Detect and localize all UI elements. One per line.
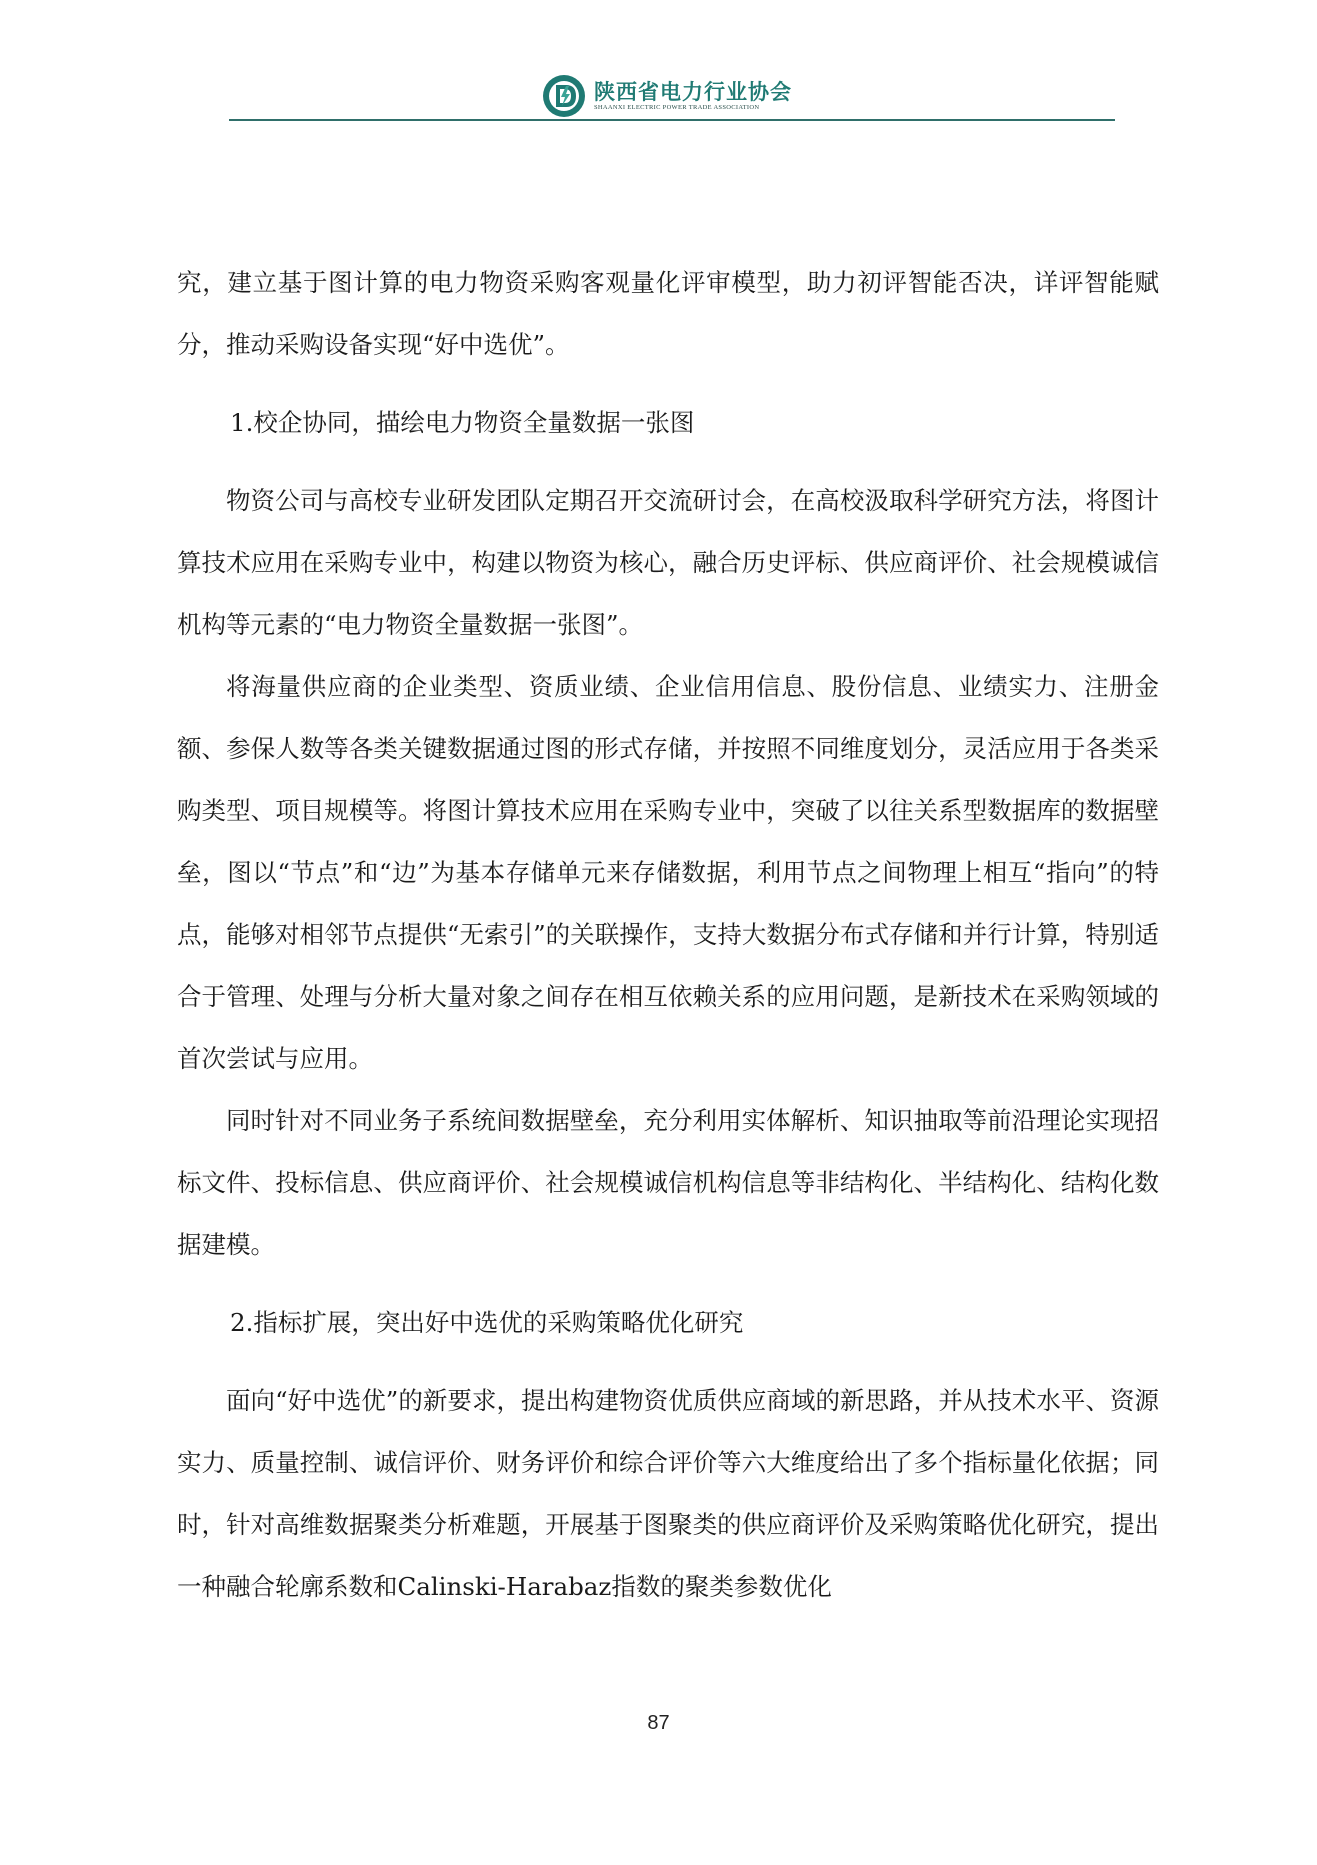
power-association-logo-icon <box>542 74 586 118</box>
page-number: 87 <box>647 1712 670 1734</box>
section-heading-1: 1.校企协同，描绘电力物资全量数据一张图 <box>230 408 695 437</box>
association-logo <box>542 68 792 124</box>
paragraph-4: 同时针对不同业务子系统间数据壁垒，充分利用实体解析、知识抽取等前沿理论实现招标文件、投标信息、供应商评价、社会规模诚信机构信息等非结构化、半结构化、结构化数据建模。 <box>177 1106 1159 1259</box>
paragraph-2: 物资公司与高校专业研发团队定期召开交流研讨会，在高校汲取科学研究方法，将图计算技术应用在采购专业中，构建以物资为核心，融合历史评标、供应商评价、社会规模诚信机构等元素的“电力物资全量数据一张图”。 <box>177 486 1159 639</box>
header-divider <box>229 119 1115 121</box>
paragraph-1: 究，建立基于图计算的电力物资采购客观量化评审模型，助力初评智能否决，详评智能赋分，推动采购设备实现“好中选优”。 <box>177 268 1159 359</box>
org-name-en: SHAANXI ELECTRIC POWER TRADE ASSOCIATION <box>594 104 760 111</box>
org-name-cn: 陕西省电力行业协会 <box>594 80 792 104</box>
document-body <box>177 252 1159 1618</box>
paragraph-3: 将海量供应商的企业类型、资质业绩、企业信用信息、股份信息、业绩实力、注册金额、参保人数等各类关键数据通过图的形式存储，并按照不同维度划分，灵活应用于各类采购类型、项目规模等。将图计算技术应用在采购专业中，突破了以往关系型数据库的数据壁垒，图以“节点”和“边”为基本存储单元来存储数据，利用节点之间物理上相互“指向”的特点，能够对相邻节点提供“无索引”的关联操作，支持大数据分布式存储和并行计算，特别适合于管理、处理与分析大量对象之间存在相互依赖关系的应用问题，是新技术在采购领域的首次尝试与应用。 <box>177 672 1159 1073</box>
section-heading-2: 2.指标扩展，突出好中选优的采购策略优化研究 <box>230 1308 744 1337</box>
paragraph-5: 面向“好中选优”的新要求，提出构建物资优质供应商域的新思路，并从技术水平、资源实力、质量控制、诚信评价、财务评价和综合评价等六大维度给出了多个指标量化依据；同时，针对高维数据聚类分析难题，开展基于图聚类的供应商评价及采购策略优化研究，提出一种融合轮廓系数和Calinski-Harabaz指数的聚类参数优化 <box>177 1386 1159 1601</box>
page-header <box>229 64 1115 124</box>
